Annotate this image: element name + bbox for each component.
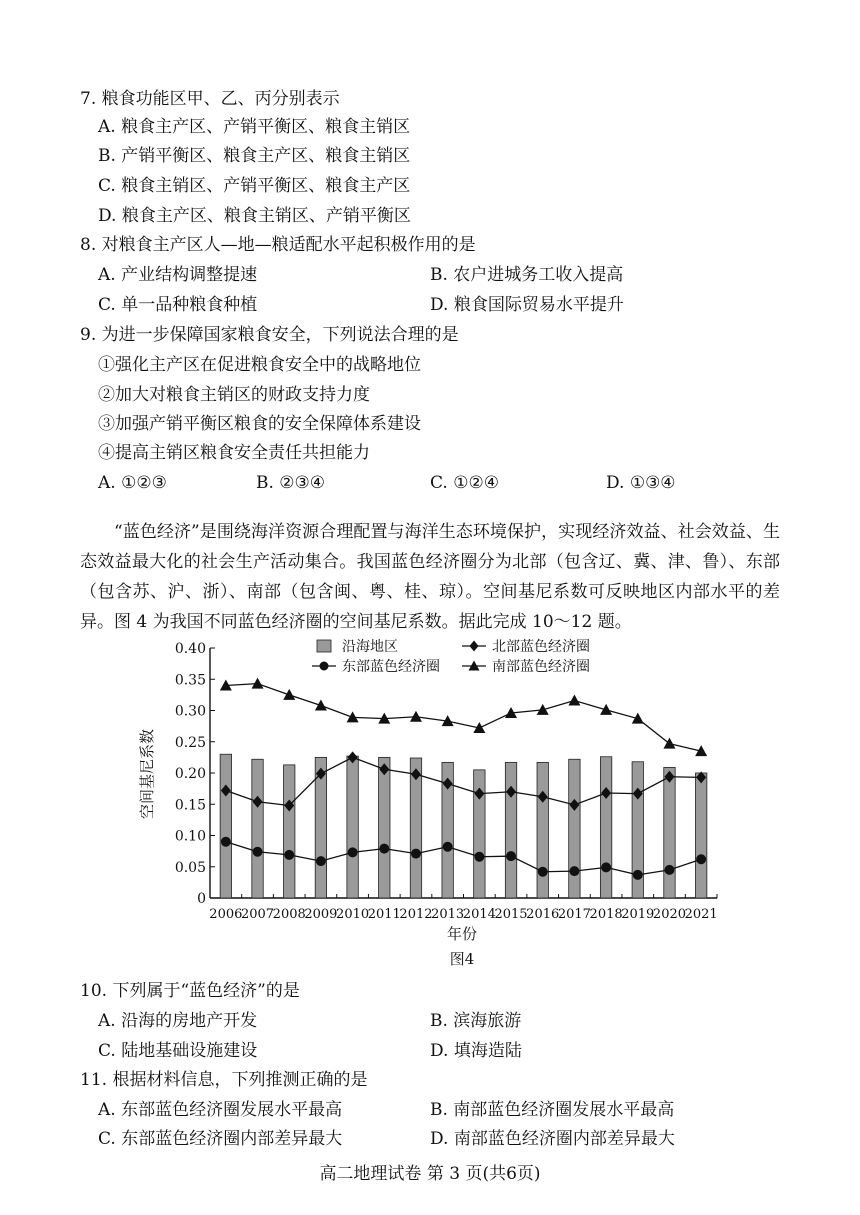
gini-chart: [130, 636, 750, 972]
point-circle: [664, 865, 674, 875]
y-tick-label: 0.20: [174, 766, 206, 782]
y-tick-label: 0.30: [174, 703, 206, 720]
figure-caption: 图4: [449, 950, 475, 968]
question-8-option-d: D. 粮食国际贸易水平提升: [430, 295, 624, 315]
question-9-stem: 9. 为进一步保障国家粮食安全，下列说法合理的是: [80, 325, 459, 345]
point-circle: [696, 854, 706, 864]
question-9-option-d: D. ①③④: [606, 473, 676, 493]
point-circle: [506, 851, 516, 861]
bar-coastal: [347, 756, 358, 898]
point-circle: [601, 862, 611, 872]
bar-coastal: [664, 767, 675, 898]
point-circle: [569, 866, 579, 876]
x-tick-label: 2007: [240, 907, 275, 922]
question-9-statement-3: ③加强产销平衡区粮食的安全保障体系建设: [98, 414, 421, 434]
x-tick-label: 2011: [367, 907, 401, 922]
question-11-option-d: D. 南部蓝色经济圈内部差异最大: [430, 1129, 675, 1149]
passage-blue-economy: “蓝色经济”是围绕海洋资源合理配置与海洋生态环境保护，实现经济效益、社会效益、生态效益最大化的社会生产活动集合。我国蓝色经济圈分为北部（包含辽、冀、津、鲁）、东部（包含苏、沪、浙）、南部（包含闽、粤、桂、琼）。空间基尼系数可反映地区内部水平的差异。图 4 为我国不同蓝色经济圈的空间基尼系数。据此完成 10～12 题。: [80, 522, 780, 632]
legend-marker: [320, 662, 329, 671]
point-circle: [443, 842, 453, 852]
point-circle: [538, 867, 548, 877]
x-axis-label: 年份: [446, 925, 478, 943]
question-7-option-d: D. 粮食主产区、粮食主销区、产销平衡区: [98, 206, 411, 226]
question-9-statement-1: ①强化主产区在促进粮食安全中的战略地位: [98, 355, 421, 375]
bar-coastal: [379, 757, 390, 898]
y-tick-label: 0.40: [174, 641, 206, 657]
point-circle: [221, 837, 231, 847]
x-tick-label: 2006: [209, 907, 243, 922]
legend-label: 北部蓝色经济圈: [492, 639, 590, 655]
bar-coastal: [537, 762, 548, 898]
question-7-option-b: B. 产销平衡区、粮食主产区、粮食主销区: [98, 146, 411, 166]
question-8-option-a: A. 产业结构调整提速: [98, 265, 258, 285]
y-tick-label: 0.15: [174, 797, 206, 814]
bar-coastal: [220, 754, 231, 898]
point-circle: [633, 870, 643, 880]
point-circle: [411, 849, 421, 859]
point-triangle: [315, 700, 327, 711]
point-triangle: [252, 678, 264, 689]
question-10-option-b: B. 滨海旅游: [430, 1011, 522, 1031]
y-tick-label: 0.35: [174, 672, 206, 689]
chart-legend: [312, 638, 590, 675]
bar-coastal: [600, 757, 611, 898]
question-9-option-a: A. ①②③: [98, 473, 167, 493]
series-line-triangle: [226, 684, 701, 752]
x-tick-label: 2015: [494, 907, 528, 922]
question-11-stem: 11. 根据材料信息，下列推测正确的是: [80, 1070, 368, 1090]
x-tick-label: 2013: [431, 907, 465, 922]
point-triangle: [600, 704, 612, 715]
x-tick-label: 2017: [557, 907, 591, 922]
question-10-option-a: A. 沿海的房地产开发: [98, 1011, 258, 1031]
point-triangle: [283, 689, 295, 700]
point-triangle: [410, 711, 422, 722]
point-triangle: [568, 695, 580, 706]
bar-coastal: [505, 762, 516, 898]
y-tick-label: 0.25: [174, 734, 206, 751]
point-circle: [284, 850, 294, 860]
question-11-option-a: A. 东部蓝色经济圈发展水平最高: [98, 1100, 343, 1120]
question-10-stem: 10. 下列属于“蓝色经济”的是: [80, 981, 300, 1001]
x-tick-label: 2019: [621, 907, 655, 922]
x-tick-label: 2016: [526, 907, 560, 922]
legend-label: 东部蓝色经济圈: [342, 659, 440, 675]
page-footer: 高二地理试卷 第 3 页(共6页): [319, 1164, 541, 1184]
x-tick-label: 2018: [589, 907, 623, 922]
bar-coastal: [569, 759, 580, 898]
x-tick-label: 2014: [462, 907, 496, 922]
x-tick-label: 2020: [652, 907, 687, 922]
point-circle: [348, 847, 358, 857]
series-line-circle: [226, 842, 701, 875]
question-10-option-c: C. 陆地基础设施建设: [98, 1041, 258, 1061]
question-11-option-c: C. 东部蓝色经济圈内部差异最大: [98, 1129, 343, 1149]
point-triangle: [347, 711, 359, 722]
question-8-stem: 8. 对粮食主产区人—地—粮适配水平起积极作用的是: [80, 235, 476, 255]
legend-swatch: [317, 640, 331, 652]
point-circle: [253, 847, 263, 857]
question-7-option-c: C. 粮食主销区、产销平衡区、粮食主产区: [98, 176, 411, 196]
question-8-option-c: C. 单一品种粮食种植: [98, 295, 258, 315]
question-9-statement-2: ②加大对粮食主销区的财政支持力度: [98, 385, 370, 405]
question-7-option-a: A. 粮食主产区、产销平衡区、粮食主销区: [98, 117, 411, 137]
legend-label: 沿海地区: [342, 639, 398, 655]
x-tick-label: 2008: [272, 907, 306, 922]
y-tick-label: 0.10: [174, 828, 206, 845]
question-7-stem: 7. 粮食功能区甲、乙、丙分别表示: [80, 89, 340, 109]
point-triangle: [537, 704, 549, 715]
bar-coastal: [252, 759, 263, 898]
legend-marker: [470, 641, 479, 652]
question-11-option-b: B. 南部蓝色经济圈发展水平最高: [430, 1100, 675, 1120]
question-9-option-b: B. ②③④: [256, 473, 326, 493]
y-axis-label: 空间基尼系数: [138, 728, 156, 820]
series-line-diamond: [226, 757, 701, 805]
point-circle: [474, 852, 484, 862]
question-10-option-d: D. 填海造陆: [430, 1041, 522, 1061]
legend-label: 南部蓝色经济圈: [492, 659, 590, 675]
y-tick-label: 0.05: [174, 859, 206, 876]
question-9-statement-4: ④提高主销区粮食安全责任共担能力: [98, 443, 370, 463]
question-9-option-c: C. ①②④: [430, 473, 499, 493]
question-8-option-b: B. 农户进城务工收入提高: [430, 265, 624, 285]
point-circle: [379, 844, 389, 854]
point-circle: [316, 856, 326, 866]
bar-coastal: [284, 765, 295, 898]
point-triangle: [663, 738, 675, 749]
x-tick-label: 2021: [684, 907, 718, 922]
y-tick-label: 0: [197, 891, 206, 907]
x-tick-label: 2009: [304, 907, 338, 922]
bar-coastal: [695, 773, 706, 898]
x-tick-label: 2012: [399, 907, 433, 922]
x-tick-label: 2010: [336, 907, 370, 922]
